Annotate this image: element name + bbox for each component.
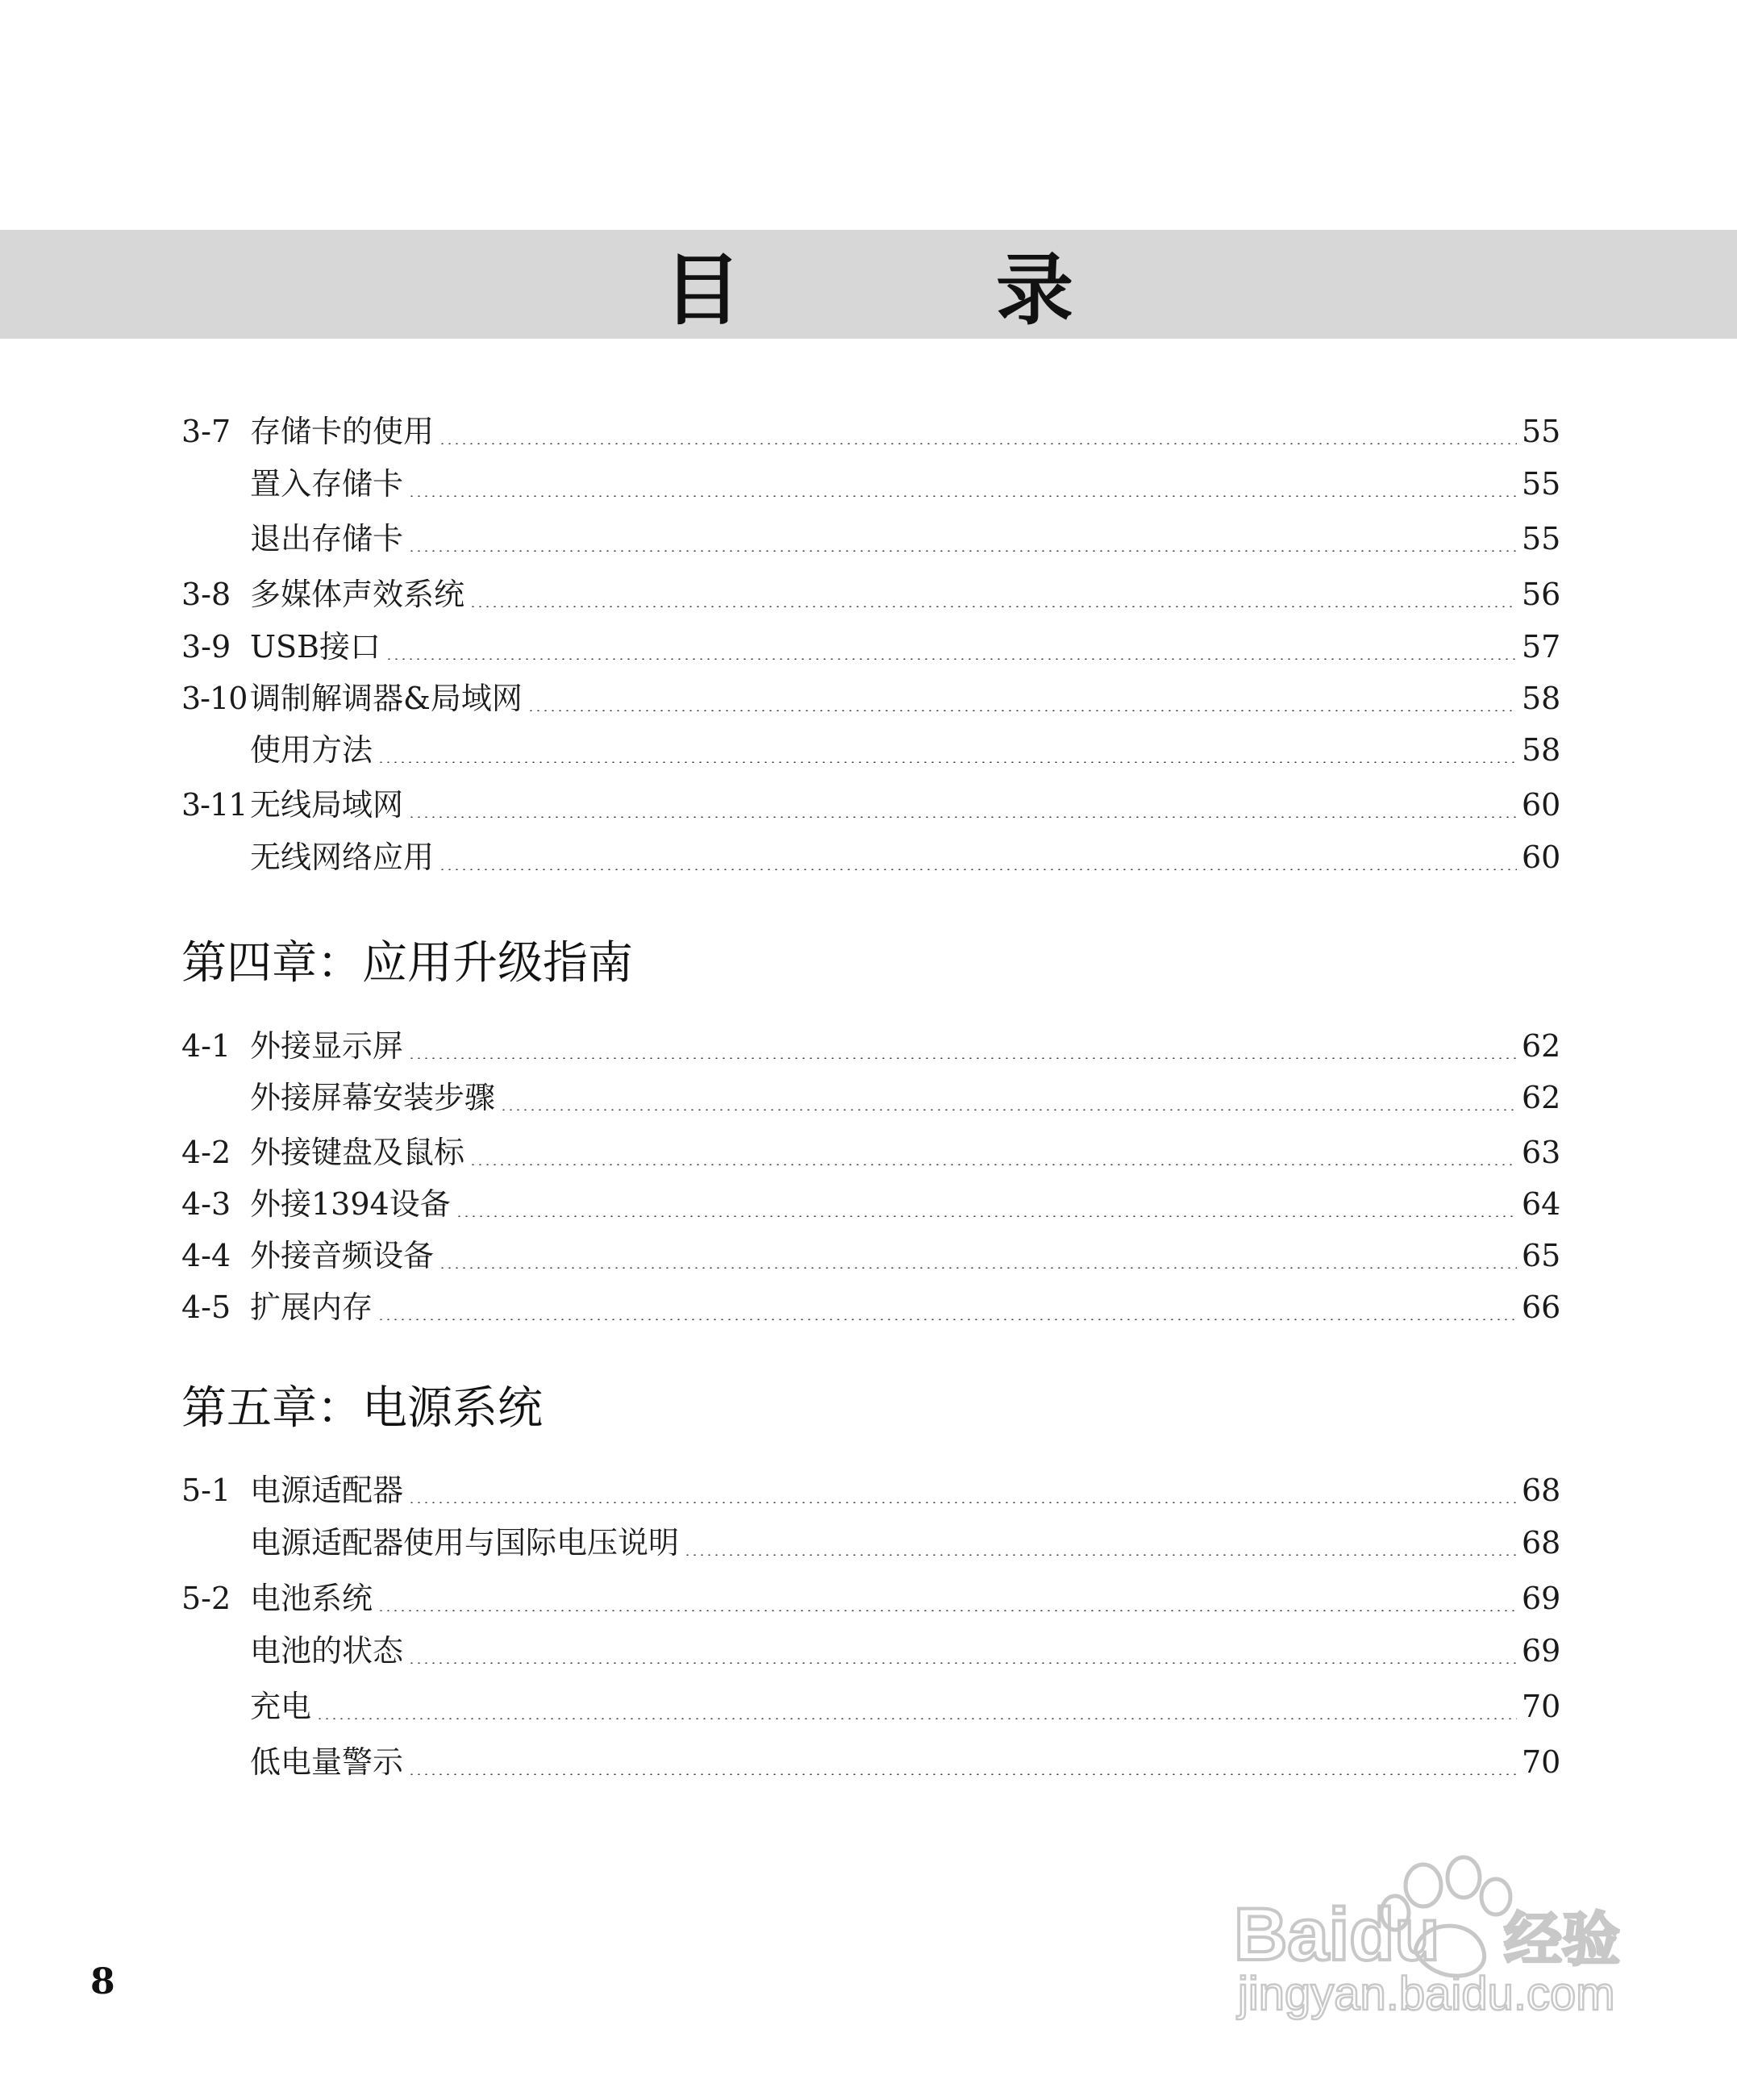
entry-page: 62 bbox=[1522, 1080, 1561, 1115]
entry-number: 4-4 bbox=[181, 1238, 231, 1273]
entry-page: 65 bbox=[1522, 1238, 1561, 1273]
toc-entry bbox=[181, 570, 1560, 619]
toc-entry bbox=[181, 1128, 1560, 1177]
entry-number: 3-8 bbox=[181, 577, 231, 612]
baidu-watermark-logo bbox=[1234, 1831, 1637, 2024]
leader-dots bbox=[500, 1109, 1517, 1110]
entry-label: 使用方法 bbox=[250, 732, 373, 768]
entry-label: 无线网络应用 bbox=[250, 840, 435, 875]
entry-label: 无线局域网 bbox=[250, 787, 404, 823]
entry-page: 60 bbox=[1522, 840, 1561, 875]
toc-entry bbox=[181, 623, 1560, 671]
entry-label: 存储卡的使用 bbox=[250, 414, 435, 449]
leader-dots bbox=[316, 1718, 1517, 1719]
leader-dots bbox=[408, 1773, 1517, 1775]
entry-page: 63 bbox=[1522, 1135, 1561, 1170]
leader-dots bbox=[408, 550, 1517, 552]
watermark-brand-cn: 经验 bbox=[1504, 1906, 1621, 1973]
entry-number: 4-2 bbox=[181, 1135, 231, 1170]
leader-dots bbox=[439, 1267, 1517, 1269]
leader-dots bbox=[385, 658, 1517, 660]
toc-subentry bbox=[181, 833, 1560, 881]
entry-page: 64 bbox=[1522, 1186, 1561, 1222]
entry-number: 4-5 bbox=[181, 1290, 231, 1325]
leader-dots bbox=[439, 443, 1517, 444]
toc-entry bbox=[181, 1574, 1560, 1623]
leader-dots bbox=[408, 816, 1517, 818]
toc-entry bbox=[181, 1180, 1560, 1228]
leader-dots bbox=[469, 1164, 1517, 1165]
entry-page: 66 bbox=[1522, 1290, 1561, 1325]
page-title: 目 录 bbox=[664, 244, 1162, 335]
toc-entry bbox=[181, 781, 1560, 829]
entry-label: 置入存储卡 bbox=[250, 466, 404, 502]
toc-subentry bbox=[181, 1682, 1560, 1731]
entry-page: 70 bbox=[1522, 1689, 1561, 1724]
toc-entry bbox=[181, 1022, 1560, 1070]
entry-label: 低电量警示 bbox=[250, 1744, 404, 1780]
leader-dots bbox=[377, 1319, 1517, 1320]
leader-dots bbox=[469, 606, 1517, 607]
leader-dots bbox=[408, 1057, 1517, 1059]
toc-subentry bbox=[181, 460, 1560, 508]
leader-dots bbox=[408, 495, 1517, 497]
entry-page: 55 bbox=[1522, 521, 1561, 556]
entry-label: USB接口 bbox=[250, 629, 381, 665]
entry-label: 电池系统 bbox=[250, 1581, 373, 1616]
leader-dots bbox=[439, 869, 1517, 870]
toc-entry bbox=[181, 1466, 1560, 1515]
toc-entry bbox=[181, 1283, 1560, 1331]
entry-page: 68 bbox=[1522, 1525, 1561, 1560]
entry-page: 69 bbox=[1522, 1581, 1561, 1616]
entry-label: 退出存储卡 bbox=[250, 521, 404, 556]
leader-dots bbox=[377, 761, 1517, 763]
entry-label: 充电 bbox=[250, 1689, 312, 1724]
entry-number: 3-7 bbox=[181, 414, 231, 449]
leader-dots bbox=[408, 1662, 1517, 1664]
entry-label: 电源适配器使用与国际电压说明 bbox=[250, 1525, 680, 1560]
entry-number: 4-1 bbox=[181, 1028, 231, 1064]
entry-number: 5-2 bbox=[181, 1581, 231, 1616]
entry-page: 69 bbox=[1522, 1633, 1561, 1669]
entry-label: 外接键盘及鼠标 bbox=[250, 1135, 465, 1170]
toc-entry bbox=[181, 1231, 1560, 1280]
entry-page: 68 bbox=[1522, 1473, 1561, 1508]
entry-label: 扩展内存 bbox=[250, 1290, 373, 1325]
entry-label: 外接音频设备 bbox=[250, 1238, 435, 1273]
leader-dots bbox=[684, 1554, 1517, 1556]
entry-page: 56 bbox=[1522, 577, 1561, 612]
leader-dots bbox=[456, 1215, 1517, 1217]
toc-subentry bbox=[181, 1738, 1560, 1786]
watermark-brand: Baidu bbox=[1234, 1894, 1440, 1976]
toc-subentry bbox=[181, 1519, 1560, 1567]
entry-label: 外接1394设备 bbox=[250, 1186, 451, 1222]
page-number: 8 bbox=[90, 1961, 115, 2002]
toc-subentry bbox=[181, 726, 1560, 774]
watermark-url: jingyan.baidu.com bbox=[1238, 1968, 1615, 2020]
entry-page: 62 bbox=[1522, 1028, 1561, 1064]
entry-label: 外接显示屏 bbox=[250, 1028, 404, 1064]
entry-label: 调制解调器&局域网 bbox=[250, 681, 523, 716]
chapter-5-heading: 第五章：电源系统 bbox=[181, 1382, 543, 1435]
entry-label: 外接屏幕安装步骤 bbox=[250, 1080, 496, 1115]
entry-label: 电池的状态 bbox=[250, 1633, 404, 1669]
entry-number: 4-3 bbox=[181, 1186, 231, 1222]
entry-number: 5-1 bbox=[181, 1473, 231, 1508]
entry-label: 多媒体声效系统 bbox=[250, 577, 465, 612]
entry-page: 70 bbox=[1522, 1744, 1561, 1780]
toc-subentry bbox=[181, 1073, 1560, 1122]
entry-page: 55 bbox=[1522, 466, 1561, 502]
entry-page: 58 bbox=[1522, 681, 1561, 716]
toc-subentry bbox=[181, 1627, 1560, 1675]
entry-page: 60 bbox=[1522, 787, 1561, 823]
entry-number: 3-9 bbox=[181, 629, 231, 665]
leader-dots bbox=[527, 710, 1517, 711]
entry-label: 电源适配器 bbox=[250, 1473, 404, 1508]
entry-number: 3-10 bbox=[181, 681, 248, 716]
leader-dots bbox=[408, 1502, 1517, 1503]
toc-entry bbox=[181, 407, 1560, 456]
chapter-4-heading: 第四章：应用升级指南 bbox=[181, 937, 633, 990]
entry-number: 3-11 bbox=[181, 787, 248, 823]
toc-entry bbox=[181, 674, 1560, 723]
entry-page: 58 bbox=[1522, 732, 1561, 768]
entry-page: 55 bbox=[1522, 414, 1561, 449]
toc-subentry bbox=[181, 515, 1560, 563]
leader-dots bbox=[377, 1610, 1517, 1611]
entry-page: 57 bbox=[1522, 629, 1561, 665]
